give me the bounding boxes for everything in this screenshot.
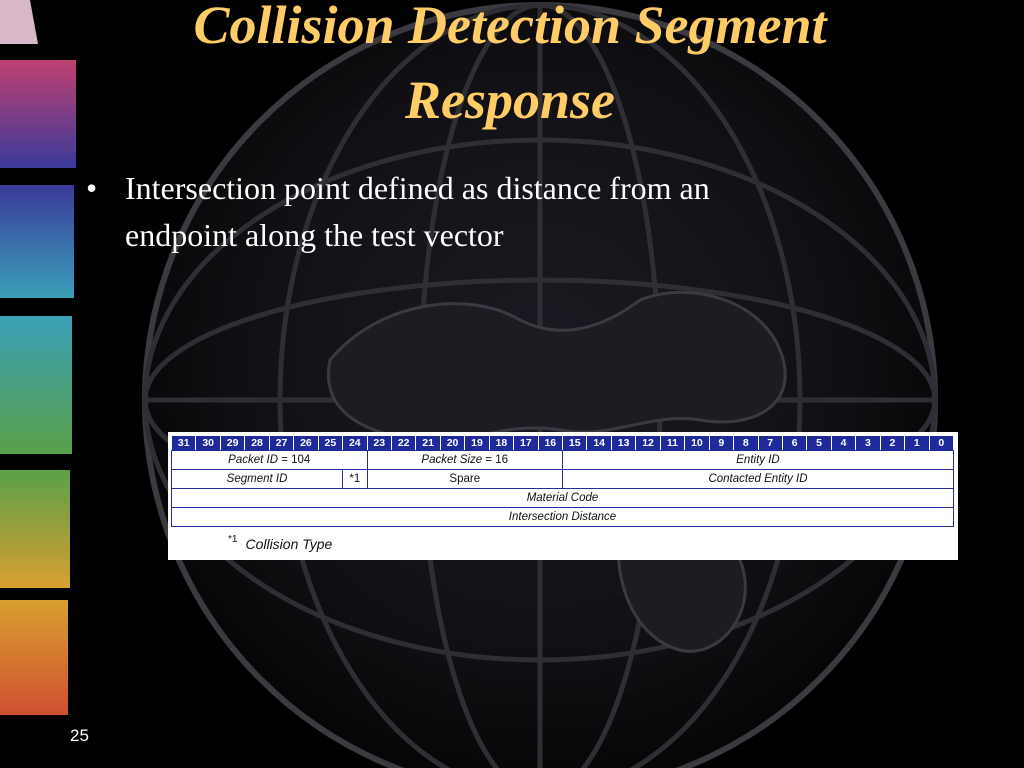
packet-id-cell [172,451,368,470]
bit-number-cell: 21 [416,436,440,451]
packet-row-4 [172,508,954,527]
color-stripe-cap [0,0,38,44]
spare-cell: Spare [367,470,563,489]
bit-number-cell: 15 [563,436,587,451]
color-stripe-band [0,470,70,588]
bit-number-cell: 3 [856,436,880,451]
bit-number-cell: 22 [391,436,415,451]
bit-number-cell: 13 [611,436,635,451]
collision-type-ref-cell: *1 [343,470,367,489]
color-stripe-band [0,316,72,454]
packet-size-label: Packet Size [421,454,483,466]
slide-title-line-2: Response [404,70,615,130]
bit-number-cell: 30 [196,436,220,451]
bit-number-cell: 27 [269,436,293,451]
bit-number-cell: 14 [587,436,611,451]
bit-number-cell: 18 [489,436,513,451]
color-stripe-band [0,60,76,168]
packet-id-value: = 104 [281,454,311,466]
intersection-distance-cell: Intersection Distance [172,508,954,527]
color-stripe-band [0,185,74,298]
bit-number-cell: 23 [367,436,391,451]
bit-number-cell: 10 [685,436,709,451]
packet-diagram [168,432,958,560]
bit-number-cell: 11 [660,436,684,451]
bit-number-cell: 19 [465,436,489,451]
bit-number-cell: 8 [734,436,758,451]
contacted-entity-id-cell: Contacted Entity ID [563,470,954,489]
entity-id-cell: Entity ID [563,451,954,470]
material-code-cell: Material Code [172,489,954,508]
slide-number: 25 [70,726,89,745]
bit-number-cell: 1 [905,436,929,451]
footnote-text: Collision Type [245,536,333,552]
slide-title [100,0,920,138]
packet-size-value: = 16 [485,454,509,466]
bullet-list [84,165,904,259]
bit-number-row [172,436,954,451]
bullet-text-line-2: endpoint along the test vector [125,217,504,253]
bit-number-cell: 5 [807,436,831,451]
bit-number-cell: 7 [758,436,782,451]
bit-number-cell: 2 [880,436,904,451]
bit-number-cell: 29 [220,436,244,451]
decorative-color-stripe [0,0,80,768]
segment-id-cell: Segment ID [172,470,343,489]
bit-number-cell: 26 [294,436,318,451]
bullet-icon: • [86,170,98,206]
bit-number-cell: 6 [782,436,806,451]
packet-row-3 [172,489,954,508]
bit-number-cell: 12 [636,436,660,451]
bullet-text-line-1: Intersection point defined as distance from an [125,170,710,206]
packet-format-table [171,435,954,527]
packet-row-2 [172,470,954,489]
packet-id-label: Packet ID [228,454,279,466]
bit-number-cell: 24 [343,436,367,451]
bit-number-cell: 16 [538,436,562,451]
bit-number-cell: 28 [245,436,269,451]
bit-number-cell: 31 [172,436,196,451]
color-stripe-band [0,600,68,715]
bit-number-cell: 9 [709,436,733,451]
collision-type-footnote [228,536,332,554]
bit-number-cell: 0 [929,436,953,451]
packet-size-cell [367,451,563,470]
bit-number-cell: 4 [831,436,855,451]
bit-number-cell: 25 [318,436,342,451]
slide-title-line-1: Collision Detection Segment [193,0,827,55]
footnote-marker: *1 [228,534,238,545]
bit-number-cell: 20 [440,436,464,451]
bullet-item [84,165,904,259]
bit-number-cell: 17 [514,436,538,451]
packet-row-1 [172,451,954,470]
